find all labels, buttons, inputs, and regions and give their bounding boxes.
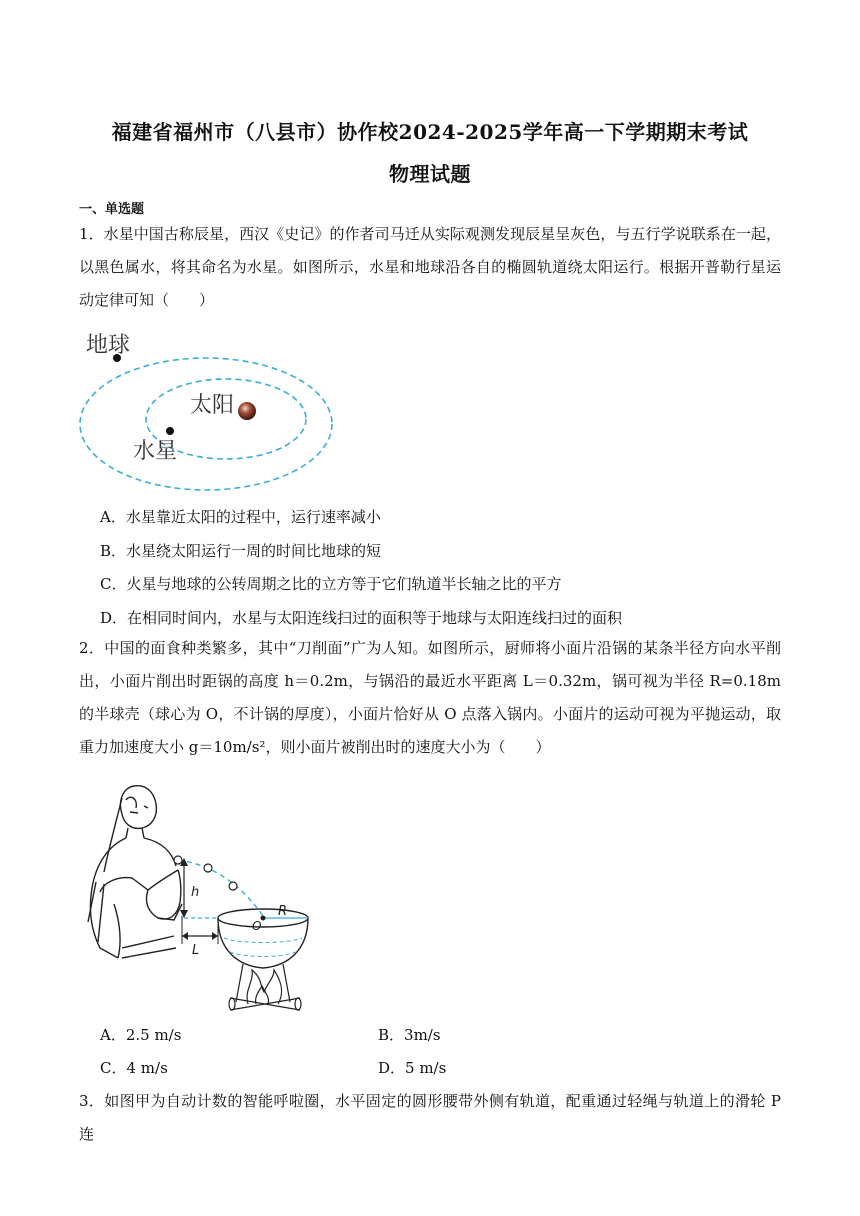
sun-label: 太阳 <box>190 393 235 418</box>
q2-option-a: A．2.5 m/s <box>100 1026 182 1044</box>
q1-option-d: D．在相同时间内，水星与太阳连线扫过的面积等于地球与太阳连线扫过的面积 <box>100 609 623 627</box>
q1-option-b: B．水星绕太阳运行一周的时间比地球的短 <box>100 542 382 560</box>
q2-option-b: B．3m/s <box>378 1026 441 1044</box>
section-heading: 一、单选题 <box>79 202 145 217</box>
noodle-diagram <box>78 772 328 1014</box>
page-subtitle: 物理试题 <box>389 162 471 186</box>
question-2-text: 2．中国的面食种类繁多，其中“刀削面”广为人知。如图所示，厨师将小面片沿锅的某条半径方向水平削出，小面片削出时距锅的高度 h＝0.2m，与锅沿的最近水平距离 L＝0.32m，锅可视为半径 R=0.18m 的半球壳（球心为 O，不计锅的厚度），小面片恰好从 O 点落入锅内。小面片的运动可视为平抛运动，取重力加速度大小 g＝10m/s²，则小面片被削出时的速度大小为（ ） <box>79 639 781 756</box>
q2-option-d: D．5 m/s <box>378 1059 447 1077</box>
mercury-label: 水星 <box>133 439 178 464</box>
label-l: L <box>192 943 200 958</box>
fire-illustration <box>229 964 301 1010</box>
sun-icon <box>238 402 256 420</box>
question-1 <box>79 218 781 317</box>
label-h: h <box>191 885 200 900</box>
chef-illustration <box>88 786 182 958</box>
page-title: 福建省福州市（八县市）协作校2024-2025学年高一下学期期末考试 <box>111 120 749 144</box>
orbit-diagram <box>78 326 340 492</box>
question-1-text: 1．水星中国古称辰星，西汉《史记》的作者司马迁从实际观测发现辰星呈灰色，与五行学说联系在一起，以黑色属水，将其命名为水星。如图所示，水星和地球沿各自的椭圆轨道绕太阳运行。根据开普勒行星运动定律可知（ ） <box>79 225 781 309</box>
question-2 <box>79 632 781 764</box>
question-3 <box>79 1085 781 1151</box>
q2-option-c: C．4 m/s <box>100 1059 168 1077</box>
bowl-body <box>218 918 308 968</box>
earth-orbit <box>80 358 332 490</box>
label-o: O <box>252 919 262 933</box>
question-3-text: 3．如图甲为自动计数的智能呼啦圈，水平固定的圆形腰带外侧有轨道，配重通过轻绳与轨道上的滑轮 P 连 <box>79 1092 781 1143</box>
earth-label: 地球 <box>86 333 131 358</box>
q1-option-a: A．水星靠近太阳的过程中，运行速率减小 <box>100 508 381 526</box>
q1-option-c: C．火星与地球的公转周期之比的立方等于它们轨道半长轴之比的平方 <box>100 575 562 593</box>
label-r: R <box>278 904 288 919</box>
mercury-dot <box>166 427 174 435</box>
